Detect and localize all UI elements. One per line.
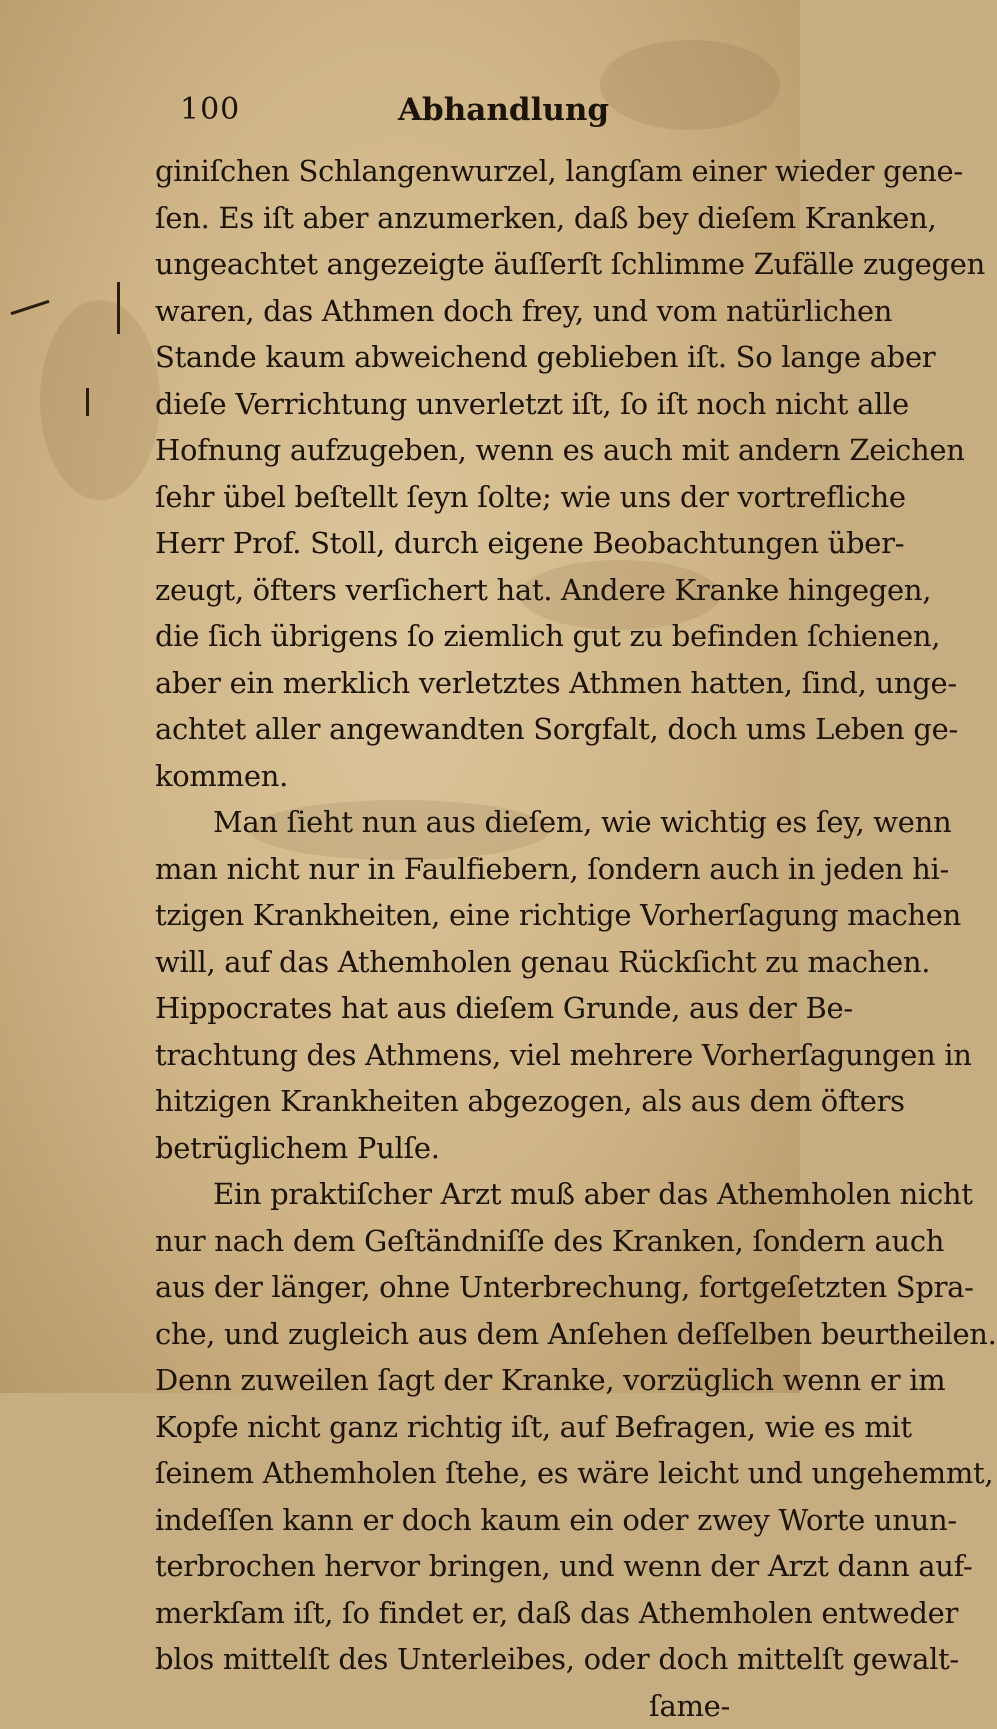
page-number: 100 <box>180 92 240 127</box>
text-line: waren, das Athmen doch frey, und vom natürlichen <box>155 288 770 335</box>
text-line: Denn zuweilen ſagt der Kranke, vorzüglich wenn er im <box>155 1357 770 1404</box>
catchword: ſame- <box>155 1683 770 1729</box>
text-line: Man ſieht nun aus dieſem, wie wichtig es ſey, wenn <box>155 799 770 846</box>
text-line: aber ein merklich verletztes Athmen hatten, ſind, unge- <box>155 660 770 707</box>
paper-stain <box>600 40 780 130</box>
text-line: merkſam iſt, ſo findet er, daß das Athemholen entweder <box>155 1590 770 1637</box>
text-line: Hippocrates hat aus dieſem Grunde, aus der Be- <box>155 985 770 1032</box>
body-text <box>155 148 770 1729</box>
text-line: aus der länger, ohne Unterbrechung, fortgeſetzten Spra- <box>155 1264 770 1311</box>
text-line: trachtung des Athmens, viel mehrere Vorherſagungen in <box>155 1032 770 1079</box>
text-line: kommen. <box>155 753 770 800</box>
text-line: ſen. Es iſt aber anzumerken, daß bey dieſem Kranken, <box>155 195 770 242</box>
running-title: Abhandlung <box>398 92 609 128</box>
text-line: Kopfe nicht ganz richtig iſt, auf Befragen, wie es mit <box>155 1404 770 1451</box>
paper-stain <box>40 300 160 500</box>
text-line: will, auf das Athemholen genau Rückſicht zu machen. <box>155 939 770 986</box>
text-line: ungeachtet angezeigte äuſſerſt ſchlimme Zufälle zugegen <box>155 241 770 288</box>
text-line: blos mittelſt des Unterleibes, oder doch mittelſt gewalt- <box>155 1636 770 1683</box>
text-line: die ſich übrigens ſo ziemlich gut zu befinden ſchienen, <box>155 613 770 660</box>
text-line: Ein praktiſcher Arzt muß aber das Athemholen nicht <box>155 1171 770 1218</box>
text-line: ſehr übel beſtellt ſeyn ſolte; wie uns der vortrefliche <box>155 474 770 521</box>
text-line: betrüglichem Pulſe. <box>155 1125 770 1172</box>
text-line: ſeinem Athemholen ſtehe, es wäre leicht und ungehemmt, <box>155 1450 770 1497</box>
text-line: achtet aller angewandten Sorgfalt, doch ums Leben ge- <box>155 706 770 753</box>
text-line: man nicht nur in Faulfiebern, ſondern auch in jeden hi- <box>155 846 770 893</box>
text-line: dieſe Verrichtung unverletzt iſt, ſo iſt noch nicht alle <box>155 381 770 428</box>
text-line: zeugt, öfters verſichert hat. Andere Kranke hingegen, <box>155 567 770 614</box>
text-line: Stande kaum abweichend geblieben iſt. So lange aber <box>155 334 770 381</box>
text-line: terbrochen hervor bringen, und wenn der Arzt dann auf- <box>155 1543 770 1590</box>
paragraph <box>155 1171 770 1683</box>
margin-ink-mark <box>117 282 120 334</box>
paragraph <box>155 148 770 799</box>
text-line: giniſchen Schlangenwurzel, langſam einer wieder gene- <box>155 148 770 195</box>
margin-ink-mark <box>86 388 89 416</box>
text-line: tzigen Krankheiten, eine richtige Vorherſagung machen <box>155 892 770 939</box>
text-line: indeſſen kann er doch kaum ein oder zwey Worte unun- <box>155 1497 770 1544</box>
text-line: Herr Prof. Stoll, durch eigene Beobachtungen über- <box>155 520 770 567</box>
text-line: hitzigen Krankheiten abgezogen, als aus dem öfters <box>155 1078 770 1125</box>
text-line: che, und zugleich aus dem Anſehen deſſelben beurtheilen. <box>155 1311 770 1358</box>
paragraph <box>155 799 770 1171</box>
page-header <box>180 92 600 132</box>
text-line: nur nach dem Geſtändniſſe des Kranken, ſondern auch <box>155 1218 770 1265</box>
margin-ink-mark <box>11 300 50 315</box>
text-line: Hofnung aufzugeben, wenn es auch mit andern Zeichen <box>155 427 770 474</box>
